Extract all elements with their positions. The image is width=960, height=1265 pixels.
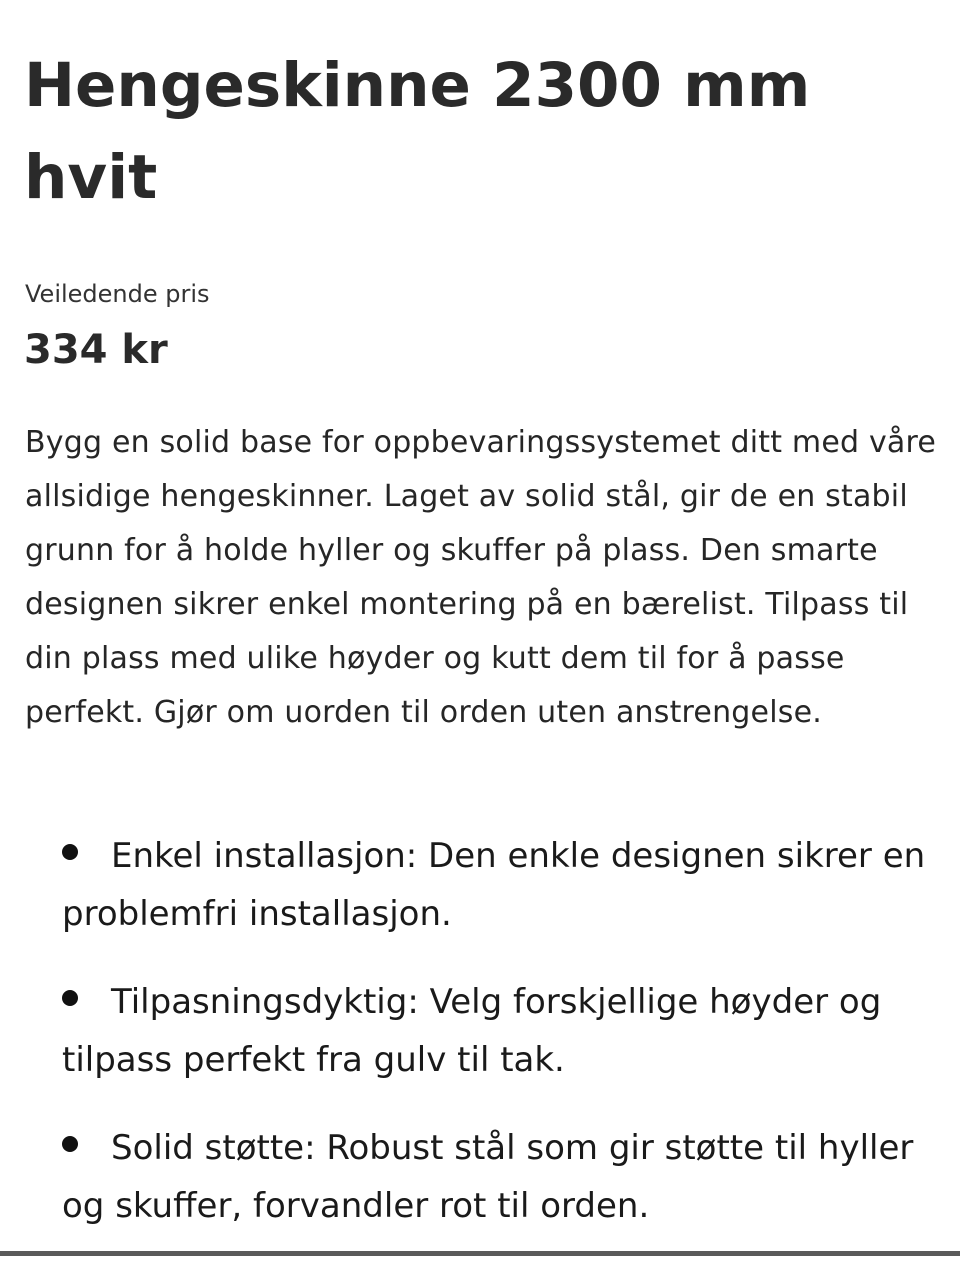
bullet-icon xyxy=(62,844,78,860)
bullet-icon xyxy=(62,990,78,1006)
bullet-icon xyxy=(62,1136,78,1152)
price-value: 334 kr xyxy=(24,327,168,373)
feature-text: Solid støtte: Robust stål som gir støtte til hyller og skuffer, forvandler rot til orden. xyxy=(62,1128,914,1226)
list-item xyxy=(62,827,942,943)
feature-text: Tilpasningsdyktig: Velg forskjellige høyder og tilpass perfekt fra gulv til tak. xyxy=(62,982,882,1080)
bottom-divider xyxy=(0,1251,960,1256)
feature-list xyxy=(62,827,942,1265)
price-label: Veiledende pris xyxy=(25,280,210,308)
feature-text: Enkel installasjon: Den enkle designen sikrer en problemfri installasjon. xyxy=(62,836,926,934)
list-item xyxy=(62,973,942,1089)
product-title: Hengeskinne 2300 mm hvit xyxy=(24,50,811,213)
product-description: Bygg en solid base for oppbevaringssystemet ditt med våre allsidige hengeskinner. Laget av solid stål, gir de en stabil grunn for å holde hyller og skuffer på plass. Den smarte designen sikrer enkel montering på en bærelist. Tilpass til din plass med ulike høyder og kutt dem til for å passe perfekt. Gjør om uorden til orden uten anstrengelse. xyxy=(25,425,937,730)
list-item xyxy=(62,1119,942,1235)
